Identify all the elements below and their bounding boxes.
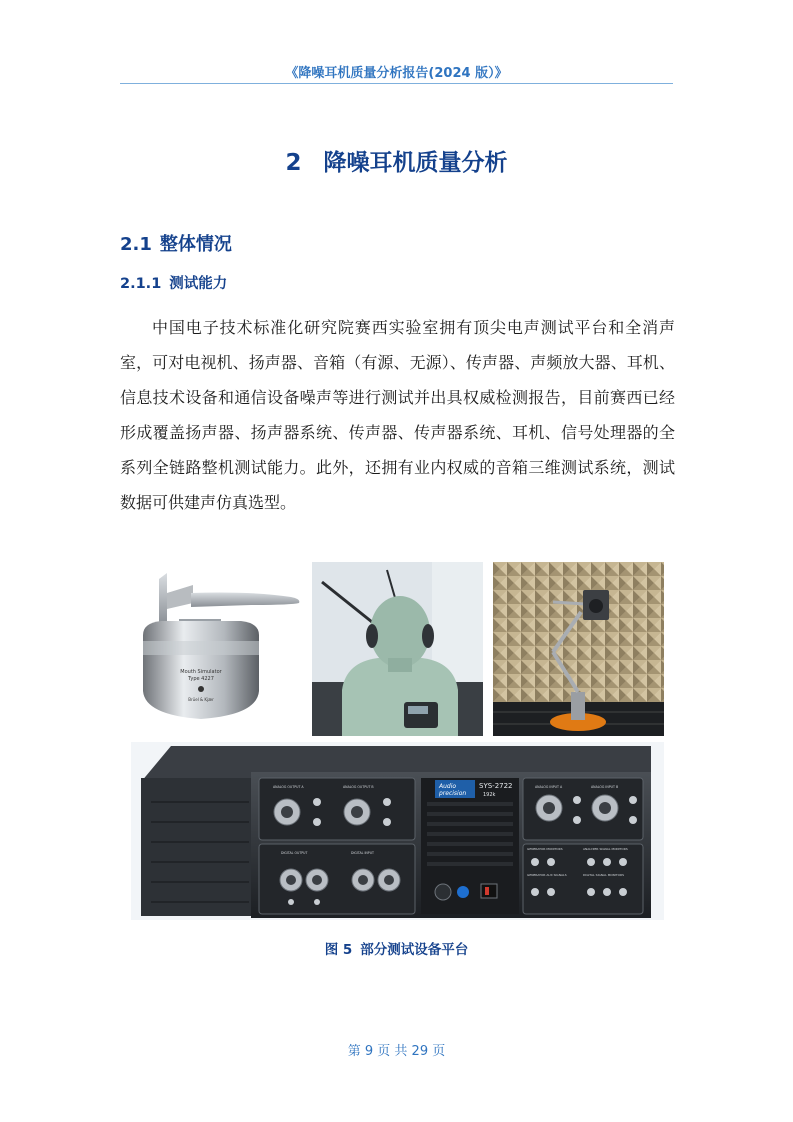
panel-label-analyzer-monitors: ANALYZER SIGNAL MONITORS [583, 847, 628, 851]
figure-caption [120, 938, 673, 958]
analyzer-model-sub: 192k [483, 792, 496, 798]
subsection-number: 2.1.1 [120, 276, 162, 292]
section-heading [120, 230, 232, 256]
subsection-title: 测试能力 [169, 276, 228, 292]
head-torso-illustration [312, 562, 483, 736]
subsection-heading [120, 272, 227, 293]
section-number: 2.1 [120, 234, 152, 255]
analyzer-brand-2: precision [439, 790, 467, 797]
panel-label-analog-in-a: ANALOG INPUT A [535, 785, 563, 789]
panel-label-digital-out: DIGITAL OUTPUT [281, 851, 308, 855]
analyzer-brand-1: Audio [439, 783, 457, 790]
photo-audio-analyzer [131, 742, 664, 920]
figure-caption-text: 部分测试设备平台 [360, 942, 469, 958]
panel-label-digital-monitors: DIGITAL SIGNAL MONITORS [583, 873, 624, 877]
chapter-title [120, 144, 673, 177]
panel-label-digital-in: DIGITAL INPUT [351, 851, 374, 855]
figure-number: 图 5 [324, 942, 353, 958]
photo-anechoic-chamber [493, 562, 664, 736]
audio-analyzer-illustration [131, 742, 664, 920]
body-paragraph: 中国电子技术标准化研究院赛西实验室拥有顶尖电声测试平台和全消声室，可对电视机、扬声器、音箱（有源、无源）、传声器、声频放大器、耳机、信息技术设备和通信设备噪声等进行测试并出具权威检测报告，目前赛西已经形成覆盖扬声器、扬声器系统、传声器、传声器系统、耳机、信号处理器的全系列全链路整机测试能力。此外，还拥有业内权威的音箱三维测试系统，测试数据可供建声仿真选型。 [120, 318, 675, 512]
mouth-simulator-label-2: Type 4227 [188, 676, 214, 682]
panel-label-gen-monitors: GENERATOR MONITORS [527, 847, 563, 851]
photo-mouth-simulator [131, 563, 304, 735]
anechoic-chamber-illustration [493, 562, 664, 736]
photo-head-torso-simulator [312, 562, 483, 736]
panel-label-gen-aux: GENERATOR AUX SIGNALS [527, 873, 567, 877]
mouth-simulator-brand: Brüel & Kjær [188, 697, 214, 702]
panel-label-analog-out-b: ANALOG OUTPUT B [343, 785, 374, 789]
mouth-simulator-illustration [131, 563, 304, 735]
page-number: 第 9 页 共 29 页 [347, 1044, 446, 1059]
section-title: 整体情况 [159, 234, 232, 255]
panel-label-analog-in-b: ANALOG INPUT B [591, 785, 619, 789]
mouth-simulator-label-1: Mouth Simulator [180, 669, 222, 675]
chapter-title-text: 降噪耳机质量分析 [323, 150, 508, 176]
panel-label-analog-out-a: ANALOG OUTPUT A [273, 785, 304, 789]
chapter-number: 2 [285, 150, 302, 176]
running-header-title: 《降噪耳机质量分析报告(2024 版）》 [285, 66, 508, 81]
header-divider [120, 83, 673, 84]
analyzer-model: SYS-2722 [479, 782, 513, 790]
